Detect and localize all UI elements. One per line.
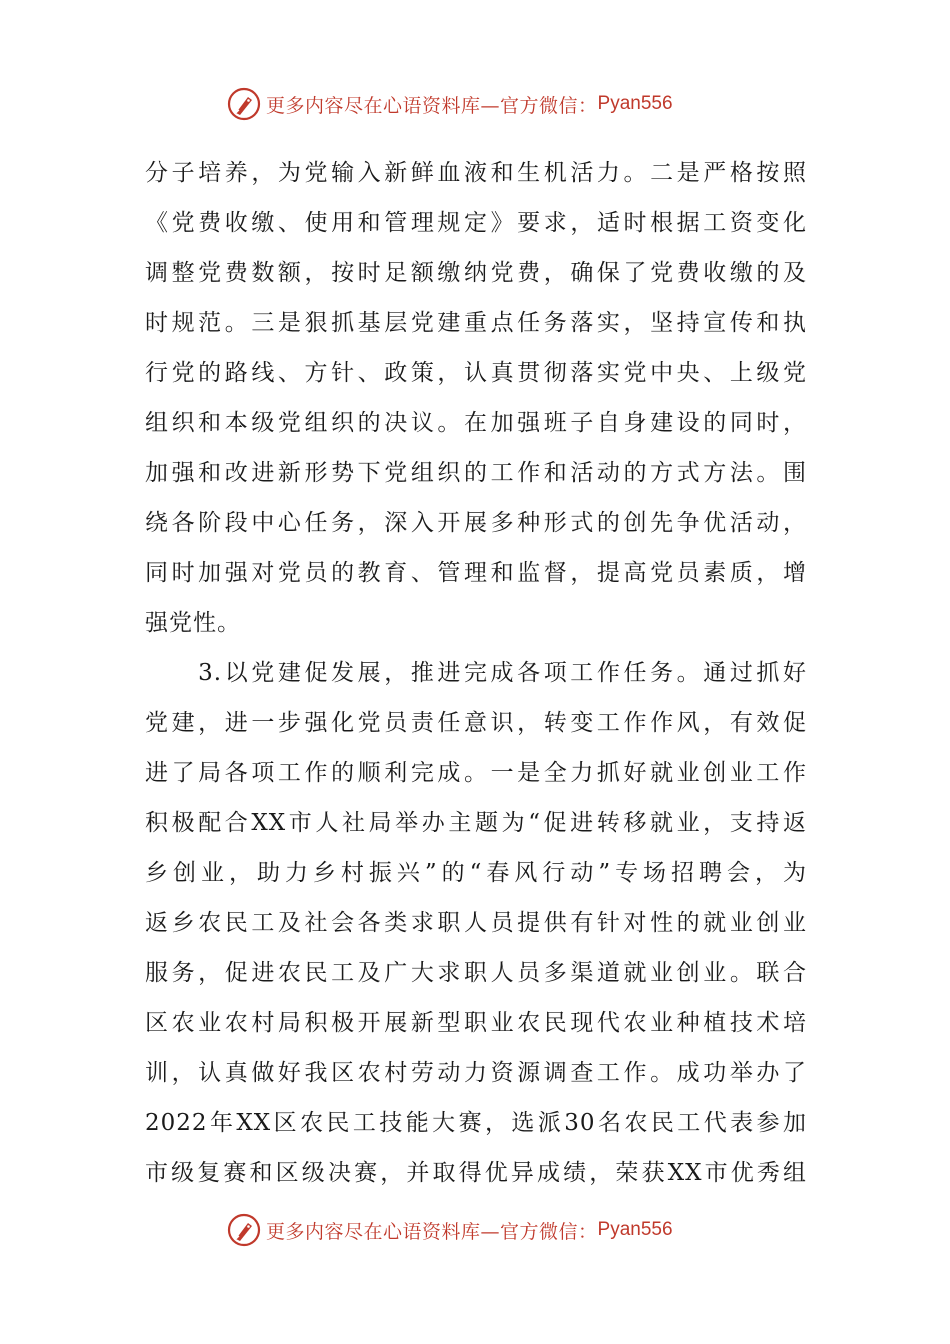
text-line: 绕各阶段中心任务，深入开展多种形式的创先争优活动， <box>145 510 807 536</box>
text-line: 3.以党建促发展，推进完成各项工作任务。通过抓好 <box>145 660 807 686</box>
text-line: 调整党费数额，按时足额缴纳党费，确保了党费收缴的及 <box>145 260 807 286</box>
text-line: 强党性。 <box>145 610 241 636</box>
text-line: 市级复赛和区级决赛，并取得优异成绩，荣获XX市优秀组 <box>145 1160 807 1186</box>
watermark-wechat-id: Pyan556 <box>597 1219 673 1240</box>
text-line: 积极配合XX市人社局举办主题为“促进转移就业，支持返 <box>145 810 807 836</box>
watermark-text: 更多内容尽在心语资料库—官方微信： <box>266 94 598 117</box>
text-line: 时规范。三是狠抓基层党建重点任务落实，坚持宣传和执 <box>145 310 807 336</box>
pen-nib-logo-icon <box>226 1212 262 1248</box>
text-line: 返乡农民工及社会各类求职人员提供有针对性的就业创业 <box>145 910 807 936</box>
text-line: 同时加强对党员的教育、管理和监督，提高党员素质，增 <box>145 560 807 586</box>
text-line: 加强和改进新形势下党组织的工作和活动的方式方法。围 <box>145 460 807 486</box>
text-line: 组织和本级党组织的决议。在加强班子自身建设的同时， <box>145 410 807 436</box>
pen-nib-logo-icon <box>226 86 262 122</box>
text-line: 区农业农村局积极开展新型职业农民现代农业种植技术培 <box>145 1010 807 1036</box>
watermark-wechat-id: Pyan556 <box>597 93 673 114</box>
footer-watermark <box>226 1210 673 1250</box>
text-line: 《党费收缴、使用和管理规定》要求，适时根据工资变化 <box>145 210 807 236</box>
text-line: 行党的路线、方针、政策，认真贯彻落实党中央、上级党 <box>145 360 807 386</box>
text-line: 乡创业，助力乡村振兴”的“春风行动”专场招聘会，为 <box>145 860 807 886</box>
text-line: 训，认真做好我区农村劳动力资源调查工作。成功举办了 <box>145 1060 807 1086</box>
header-watermark <box>226 84 673 124</box>
text-line: 服务，促进农民工及广大求职人员多渠道就业创业。联合 <box>145 960 807 986</box>
text-line: 分子培养，为党输入新鲜血液和生机活力。二是严格按照 <box>145 160 807 186</box>
text-line: 党建，进一步强化党员责任意识，转变工作作风，有效促 <box>145 710 807 736</box>
text-line: 进了局各项工作的顺利完成。一是全力抓好就业创业工作 <box>145 760 807 786</box>
watermark-text: 更多内容尽在心语资料库—官方微信： <box>266 1220 598 1243</box>
text-line: 2022年XX区农民工技能大赛，选派30名农民工代表参加 <box>145 1110 807 1136</box>
document-body <box>145 148 807 1198</box>
